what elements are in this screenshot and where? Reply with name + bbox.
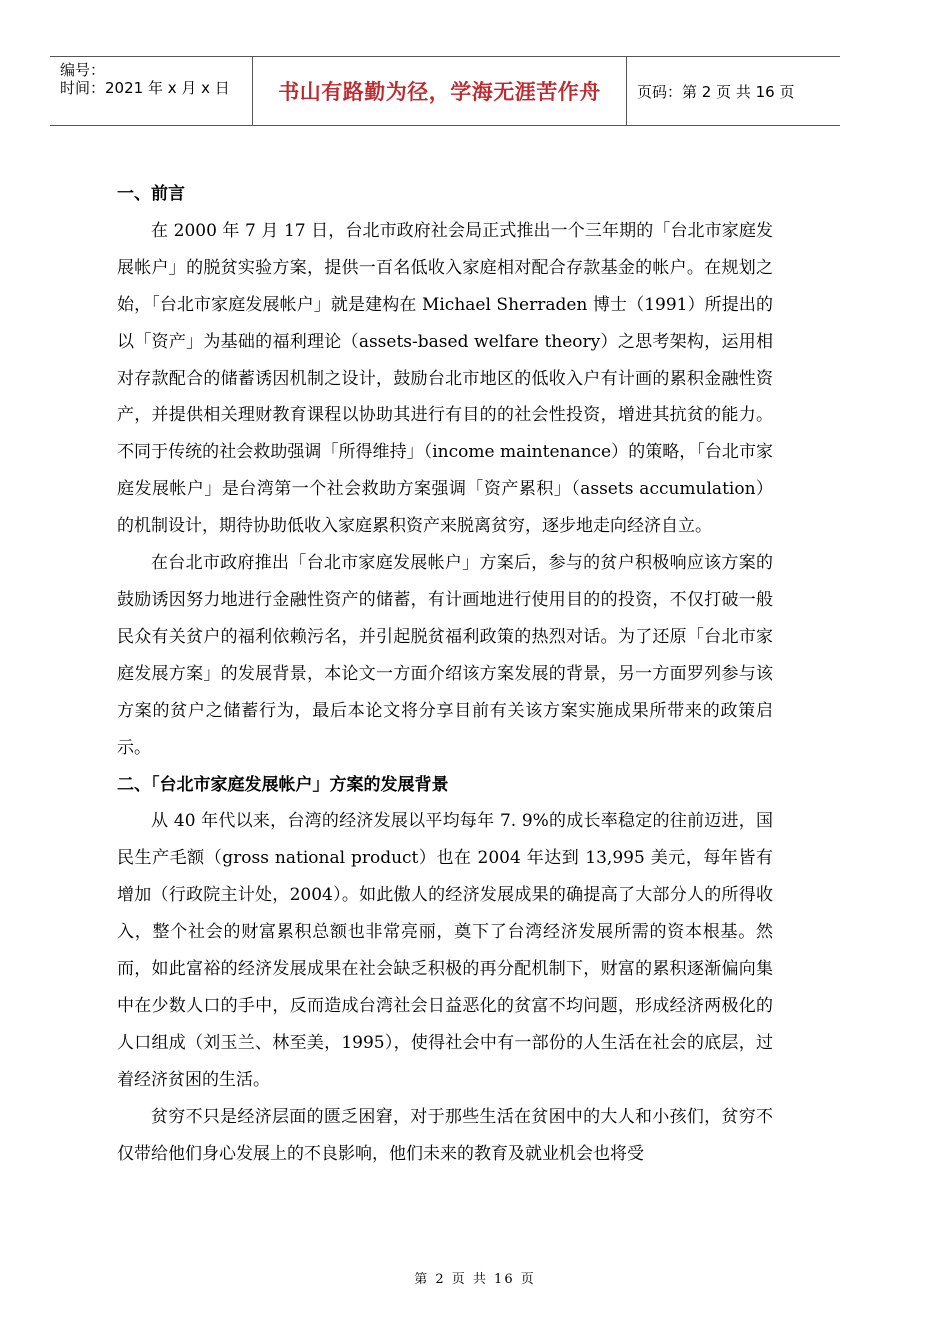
page-code: 页码：第 2 页 共 16 页: [637, 82, 795, 101]
motto-text: 书山有路勤为径，学海无涯苦作舟: [278, 80, 601, 104]
paragraph-4: 贫穷不只是经济层面的匮乏困窘，对于那些生活在贫困中的大人和小孩们，贫穷不仅带给他们身心发展上的不良影响，他们未来的教育及就业机会也将受: [117, 1106, 773, 1164]
section-heading-2: 二、「台北市家庭发展帐户」方案的发展背景: [117, 774, 449, 795]
page-footer: 第 2 页 共 16 页: [414, 1272, 536, 1287]
header-page-cell: [627, 57, 840, 125]
section-heading-1: 一、前言: [117, 184, 185, 204]
serial-number-label: 编号：: [60, 61, 106, 79]
paragraph-3: 从 40 年代以来，台湾的经济发展以平均每年 7. 9%的成长率稳定的往前迈进，国民生产毛额（gross national product）也在 2004 年达到 13,995 美元，每年皆有增加（行政院主计处，2004）。如此傲人的经济发展成果的确提高了大部分人的所得收入，整个社会的财富累积总额也非常亮丽，奠下了台湾经济发展所需的资本根基。然而，如此富裕的经济发展成果在社会缺乏积极的再分配机制下，财富的累积逐渐偏向集中在少数人口的手中，反而造成台湾社会日益恶化的贫富不均问题，形成经济两极化的人口组成（刘玉兰、林至美，1995），使得社会中有一部份的人生活在社会的底层，过着经济贫困的生活。: [117, 811, 773, 1090]
date-label: 时间：2021 年 x 月 x 日: [60, 79, 230, 97]
header-info-cell: [50, 57, 253, 125]
header-motto-cell: [253, 57, 627, 125]
document-header: [50, 56, 840, 126]
document-body: [117, 176, 773, 1172]
paragraph-2: 在台北市政府推出「台北市家庭发展帐户」方案后，参与的贫户积极响应该方案的鼓励诱因努力地进行金融性资产的储蓄，有计画地进行使用目的的投资，不仅打破一般民众有关贫户的福利依赖污名，并引起脱贫福利政策的热烈对话。为了还原「台北市家庭发展方案」的发展背景，本论文一方面介绍该方案发展的背景，另一方面罗列参与该方案的贫户之储蓄行为，最后本论文将分享目前有关该方案实施成果所带来的政策启示。: [117, 553, 773, 758]
paragraph-1: 在 2000 年 7 月 17 日，台北市政府社会局正式推出一个三年期的「台北市家庭发展帐户」的脱贫实验方案，提供一百名低收入家庭相对配合存款基金的帐户。在规划之始，「台北市家庭发展帐户」就是建构在 Michael Sherraden 博士（1991）所提出的以「资产」为基础的福利理论（assets-based welfare theory）之思考架构，运用相对存款配合的储蓄诱因机制之设计，鼓励台北市地区的低收入户有计画的累积金融性资产，并提供相关理财教育课程以协助其进行有目的的社会性投资，增进其抗贫的能力。不同于传统的社会救助强调「所得维持」（income maintenance）的策略，「台北市家庭发展帐户」是台湾第一个社会救助方案强调「资产累积」（assets accumulation）的机制设计，期待协助低收入家庭累积资产来脱离贫穷，逐步地走向经济自立。: [117, 220, 773, 537]
